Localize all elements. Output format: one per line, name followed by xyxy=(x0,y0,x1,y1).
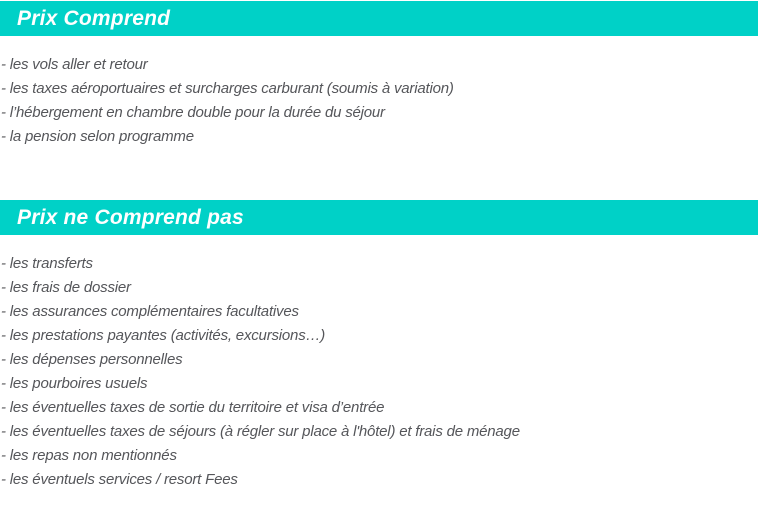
list-item: - les taxes aéroportuaires et surcharges carburant (soumis à variation) xyxy=(1,80,454,97)
list-item: - la pension selon programme xyxy=(1,128,194,145)
price-excludes-list xyxy=(0,252,758,492)
list-item: - l’hébergement en chambre double pour la durée du séjour xyxy=(1,104,385,121)
section-gap xyxy=(0,149,758,200)
list-item: - les vols aller et retour xyxy=(1,56,148,73)
section-header-prix-ne-comprend-pas xyxy=(0,200,758,235)
list-item: - les repas non mentionnés xyxy=(1,447,177,464)
list-item: - les dépenses personnelles xyxy=(1,351,183,368)
section-title: Prix Comprend xyxy=(17,6,171,30)
pricing-page xyxy=(0,1,758,508)
list-item: - les pourboires usuels xyxy=(1,375,148,392)
price-includes-list xyxy=(0,53,758,149)
list-item: - les assurances complémentaires facultatives xyxy=(1,303,299,320)
list-item: - les prestations payantes (activités, excursions…) xyxy=(1,327,326,344)
section-header-prix-comprend xyxy=(0,1,758,36)
list-item: - les éventuels services / resort Fees xyxy=(1,471,238,488)
list-item: - les frais de dossier xyxy=(1,279,131,296)
section-title: Prix ne Comprend pas xyxy=(17,205,244,229)
list-item: - les éventuelles taxes de séjours (à régler sur place à l'hôtel) et frais de ménage xyxy=(1,423,520,440)
list-item: - les éventuelles taxes de sortie du territoire et visa d’entrée xyxy=(1,399,385,416)
list-item: - les transferts xyxy=(1,255,93,272)
